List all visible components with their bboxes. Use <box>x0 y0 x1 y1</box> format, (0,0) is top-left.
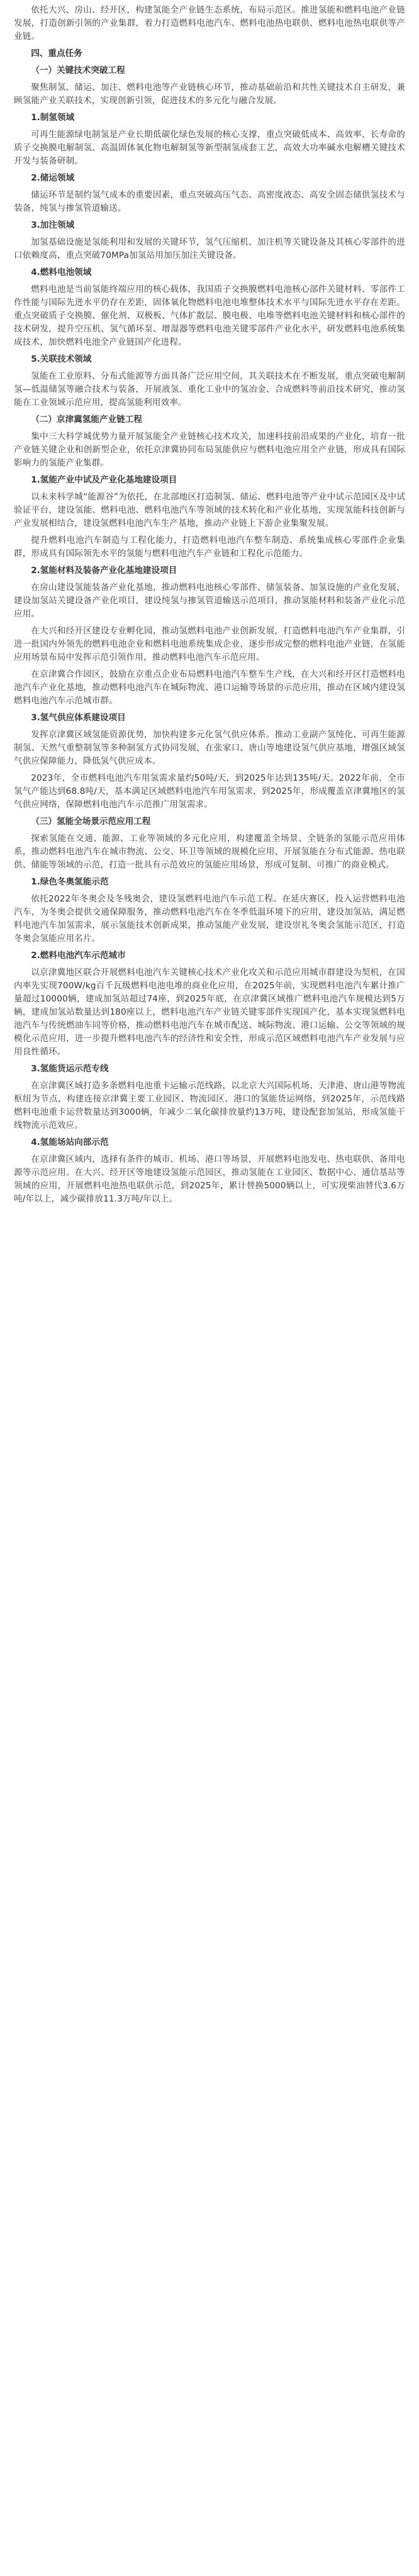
subsection-intro-1: 聚焦制氢、储运、加注、燃料电池等产业链核心环节，推动基础前沿和共性关键技术自主研发，兼顾氢能产业关联技术，实现创新引领，促进技术的多元化与融合发展。 <box>14 82 405 106</box>
item-heading: 2.燃料电池汽车示范城市 <box>31 951 126 961</box>
item-heading: 4.氢能场站向部示范 <box>31 1137 109 1147</box>
item-heading: 5.关联技术领域 <box>31 354 92 364</box>
item-paragraph: 依托2022年冬奥会及冬残奥会，建设氢燃料电池汽车示范工程。在延庆赛区，投入运营燃料电池汽车，为冬奥会提供交通保障服务，推动燃料电池汽车在冬季低温环境下的应用，建设加氢站，满足燃料电池汽车加氢需求，展示氢能技术创新成果，推动氢能产业发展，建设崇礼冬奥会氢能示范区，打造冬奥会氢能应用名片。 <box>14 894 405 944</box>
subsection-intro-2: 集中三大科学城优势力量开展氢能全产业链核心技术攻关，加速科技前沿成果的产业化，培育一批产业链关键企业和创新型企业，依托京津冀协同布局氢能供应与燃料电池应用全产业链，形成具有国际影响力的氢能产业集群。 <box>14 432 405 468</box>
item-heading: 3.氢气供应体系建设项目 <box>31 713 126 723</box>
item-heading: 1.氢能产业中试及产业化基地建设项目 <box>31 475 177 485</box>
item-paragraph: 储运环节是制约氢气成本的重要因素，重点突破高压气态、高密度液态、高安全固态储供氢技术与装备，纯氢与掺氢管道输送。 <box>14 190 405 213</box>
section-heading: 四、重点任务 <box>31 48 82 59</box>
document-page <box>0 0 419 1206</box>
item-paragraph: 在京津冀合作园区，鼓励在京重点企业布局燃料电池汽车整车生产线，在大兴和经开区打造燃料电池汽车产业化基地，推动燃料电池汽车在城际物流、港口运输等场景的示范应用，推动在区域内建设氢燃料电池汽车示范城市群。 <box>14 669 405 706</box>
item-heading: 1.绿色冬奥氢能示范 <box>31 877 109 887</box>
item-paragraph: 以未来科学城“能源谷”为依托，在北部地区打造制氢、储运、燃料电池等产业中试示范园区及中试验证平台，建设氢能、燃料电池、燃料电池汽车等领域的技术转化和产业化基地，实现氢能科技创新与产业发展相结合，建设氢燃料电池汽车生产基地，推动产业链上下游企业集聚发展。 <box>14 492 405 528</box>
item-paragraph: 氢能在工业原料、分布式能源等方面具备广泛应用空间，其关联技术在不断发展，重点突破电解制氢—低温储氢等融合技术与装备，开展液氢、重化工业中的氢冶金、合成燃料等前沿技术研究，推动氢能在工业领域示范应用，提高氢能利用效率。 <box>14 371 405 408</box>
item-paragraph: 发挥京津冀区域氢能资源优势，加快构建多元化氢气供应体系。推动工业副产氢纯化、可再生能源制氢、天然气重整制氢等多种制氢方式协同发展，在张家口、唐山等地建设氢气供应基地，增强区域氢气供应保障能力，降低氢气供应成本。 <box>14 730 405 766</box>
item-heading: 1.制氢领域 <box>31 113 75 123</box>
item-paragraph: 可再生能源绿电制氢是产业长期低碳化绿色发展的核心支撑，重点突破低成本、高效率、长寿命的质子交换膜电解制氢、高温固体氧化物电解制氢等新型制氢成套工艺，高效大功率碱水电解槽关键技术开发与装备研制。 <box>14 130 405 166</box>
item-paragraph: 在大兴和经开区建设专业孵化园，推动氢燃料电池产业创新发展，打造燃料电池汽车产业集群，引进一批国内外领先的燃料电池企业和燃料电池系统集成企业，逐步形成完整的燃料电池产业链，在氢能应用场景布局中发挥示范引领作用，推动燃料电池汽车示范应用。 <box>14 626 405 662</box>
subsection-heading-1: （一）关键技术突破工程 <box>31 65 125 75</box>
intro-paragraph: 依托大兴、房山、经开区，构建氢能全产业链生态系统，布局示范区。推进氢能和燃料电池产业链发展，打造创新引领的产业集群，着力打造燃料电池汽车、燃料电池热电联供、燃料电池热电联供等产业链。 <box>14 5 405 42</box>
item-heading: 3.加注领域 <box>31 220 75 230</box>
item-paragraph: 燃料电池是当前氢能终端应用的核心载体，我国质子交换膜燃料电池核心部件关键材料、零部件工作性能与国际先进水平仍存在差距，固体氧化物燃料电池电堆整体技术水平与国际先进水平存在差距。重点突破质子交换膜、催化剂、双极板、气体扩散层、膜电极、电堆等燃料电池关键材料和核心部件的技术研发，提升空压机、氢气循环泵、增湿器等燃料电池关键零部件产业化水平，研发燃料电池系统集成技术，加快燃料电池全产业链国产化进程。 <box>14 284 405 347</box>
item-paragraph: 在房山建设氢能装备产业化基地，推动燃料电池核心零部件、储氢装备、加氢设施的产业化发展，建设加氢站关键设备产业化项目，建设纯氢与掺氢管道输送示范项目，推动氢能材料和装备产业化示范应用。 <box>14 583 405 619</box>
item-heading: 2.氢能材料及装备产业化基地建设项目 <box>31 566 177 576</box>
item-paragraph: 以京津冀地区联合开展燃料电池汽车关键核心技术产业化攻关和示范应用城市群建设为契机，在国内率先实现700W/kg百千瓦级燃料电池电堆的商业化应用，在2025年前，实现燃料电池汽车累计推广量超过10000辆，建成加氢站超过74座，到2025年底，在京津冀区域推广燃料电池汽车规模达到5万辆，建成加氢站数量达到180座以上，燃料电池汽车产业链关键零部件实现国产化，基本实现氢燃料电池汽车与传统燃油车同等价格，推动燃料电池汽车在城市配送、城际物流、港口运输、公交等领域的规模化示范应用，进一步提升燃料电池汽车的经济性和安全性，形成示范区域燃料电池汽车产业发展与应用良性循环。 <box>14 967 405 1057</box>
item-heading: 2.储运领域 <box>31 173 75 183</box>
subsection-intro-3: 探索氢能在交通、能源、工业等领域的多元化应用，构建覆盖全场景、全链条的氢能示范应用体系，推动燃料电池汽车在城市物流、公交、环卫等领域的规模化应用，开展氢能在分布式能源、热电联供、储能等领域的示范，打造一批具有示范效应的氢能应用场景，形成可复制、可推广的商业模式。 <box>14 834 405 870</box>
item-heading: 4.燃料电池领域 <box>31 267 92 277</box>
subsection-heading-3: （三）氢能全场景示范应用工程 <box>31 817 151 827</box>
item-heading: 3.氢能货运示范专线 <box>31 1064 109 1074</box>
item-paragraph: 提升燃料电池汽车制造与工程化能力，打造燃料电池汽车整车制造、系统集成核心零部件企业集群，形成具有国际领先水平的氢能与燃料电池汽车产业链和工程化示范能力。 <box>14 535 405 559</box>
item-paragraph: 在京津冀区域打造多条燃料电池重卡运输示范线路，以北京大兴国际机场、天津港、唐山港等物流枢纽为节点，构建连接京津冀主要工业园区、物流园区、港口的氢能货运网络，到2025年，示范线路燃料电池重卡运营数量达到3000辆，年减少二氧化碳排放量约13万吨，建设配套加氢站，形成氢能干线物流示范效应。 <box>14 1081 405 1130</box>
subsection-heading-2: （二）京津冀氢能产业链工程 <box>31 415 142 425</box>
item-paragraph: 2023年，全市燃料电池汽车用氢需求量约50吨/天，到2025年达到135吨/天。2022年前，全市氢气产能达到68.8吨/天，基本满足区域燃料电池汽车用氢需求，到2025年，形成覆盖京津冀地区的氢气供应网络，保障燃料电池汽车示范推广用氢需求。 <box>14 773 405 810</box>
item-paragraph: 在京津冀区域内，选择有条件的城市、机场、港口等场景，开展燃料电池发电、热电联供、备用电源等示范应用。在大兴、经开区等地建设氢能示范园区，推动氢能在工业园区、数据中心、通信基站等领域的应用，开展燃料电池热电联供示范，到2025年，累计替换5000辆以上，可实现柴油替代3.6万吨/年以上，减少碳排放11.3万吨/年以上。 <box>14 1154 405 1204</box>
item-paragraph: 加氢基础设施是氢能利用和发展的关键环节，氢气压缩机、加注机等关键设备及其核心零部件的进口依赖度高，重点突破70MPa加氢站用加压加注关键设备。 <box>14 237 405 260</box>
